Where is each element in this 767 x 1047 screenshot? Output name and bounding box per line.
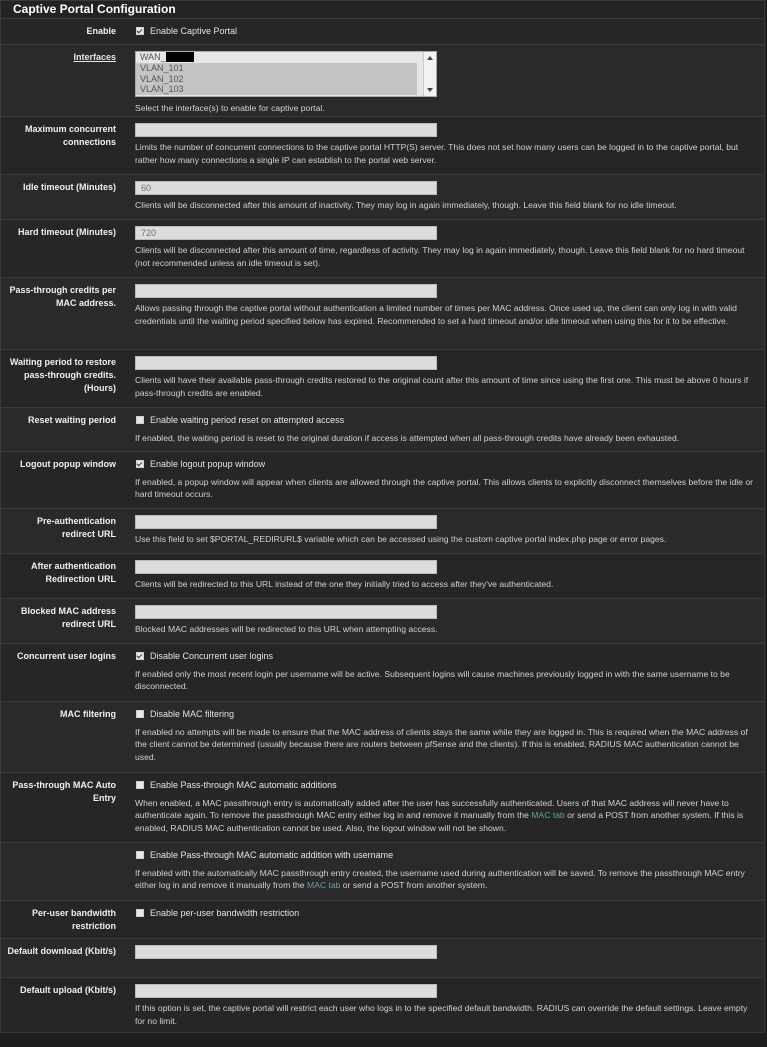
form-body: [1, 19, 764, 1032]
blocked-mac-url-help: Blocked MAC addresses will be redirected to this URL when attempting access.: [135, 624, 438, 634]
peruser-bw-checkbox-label[interactable]: Enable per-user bandwidth restriction: [150, 908, 300, 918]
waiting-period-input[interactable]: [135, 356, 437, 370]
passthru-credits-input[interactable]: [135, 284, 437, 298]
row-mac-filtering: [1, 702, 764, 773]
mac-filtering-help: If enabled no attempts will be made to ensure that the MAC address of clients stays the same while they are logged in. This is required when the MAC address of the client cannot be determined (usually because there are routers between pfSense and the clients). If this is enabled, RADIUS MAC authentication cannot be used.: [135, 726, 748, 762]
interface-option-vlan103[interactable]: VLAN_103: [136, 84, 417, 95]
enable-checkbox-label[interactable]: Enable Captive Portal: [150, 26, 238, 36]
preauth-url-help: Use this field to set $PORTAL_REDIRURL$ variable which can be accessed using the custom captive portal index.php page or error pages.: [135, 534, 667, 544]
default-download-input[interactable]: [135, 945, 437, 959]
idle-timeout-input[interactable]: 60: [135, 181, 437, 195]
reset-waiting-label: Reset waiting period: [27, 415, 116, 425]
passthru-username-checkbox[interactable]: [136, 851, 144, 859]
mac-filtering-checkbox-label[interactable]: Disable MAC filtering: [150, 709, 235, 719]
hard-timeout-label: Hard timeout (Minutes): [18, 227, 116, 237]
passthru-auto-checkbox[interactable]: [136, 781, 144, 789]
passthru-username-label: [1, 843, 126, 900]
row-hard-timeout: [1, 220, 764, 278]
passthru-auto-checkbox-label[interactable]: Enable Pass-through MAC automatic additions: [150, 780, 337, 790]
mac-filtering-checkbox[interactable]: [136, 710, 144, 718]
interfaces-help: Select the interface(s) to enable for captive portal.: [135, 103, 325, 113]
row-interfaces: [1, 45, 764, 117]
default-upload-input[interactable]: [135, 984, 437, 998]
scroll-down-icon[interactable]: [427, 88, 433, 92]
select-scrollbar[interactable]: [423, 52, 436, 96]
row-concurrent-logins: [1, 644, 764, 702]
interfaces-label[interactable]: Interfaces: [73, 52, 116, 62]
row-idle-timeout: [1, 175, 764, 220]
reset-waiting-checkbox-label[interactable]: Enable waiting period reset on attempted access: [150, 415, 345, 425]
idle-timeout-help: Clients will be disconnected after this amount of inactivity. They may log in again immediately, though. Leave this field blank for no idle timeout.: [135, 200, 677, 210]
enable-label: Enable: [86, 26, 116, 36]
redacted-box: [166, 52, 194, 62]
panel-title: Captive Portal Configuration: [1, 1, 764, 19]
concurrent-logins-label: Concurrent user logins: [16, 651, 116, 661]
max-connections-input[interactable]: [135, 123, 437, 137]
blocked-mac-url-input[interactable]: [135, 605, 437, 619]
interfaces-select[interactable]: [135, 51, 437, 97]
row-waiting-period: [1, 350, 764, 408]
peruser-bw-label: Per-user bandwidth restriction: [31, 908, 116, 931]
mac-filtering-label: MAC filtering: [60, 709, 116, 719]
concurrent-logins-checkbox[interactable]: [136, 652, 144, 660]
idle-timeout-label: Idle timeout (Minutes): [23, 182, 116, 192]
after-auth-url-input[interactable]: [135, 560, 437, 574]
passthru-username-help: If enabled with the automatically MAC passthrough entry created, the username used during authentication will be saved. To remove the passthrough MAC entry either log in and remove it manually from the MAC tab or send a POST from another system.: [135, 867, 745, 891]
mac-tab-link-2[interactable]: MAC tab: [306, 880, 341, 891]
after-auth-url-help: Clients will be redirected to this URL instead of the one they initially tried to access after they've authenticated.: [135, 579, 554, 589]
waiting-period-label: Waiting period to restore pass-through credits. (Hours): [9, 357, 116, 393]
peruser-bw-checkbox[interactable]: [136, 909, 144, 917]
waiting-period-help: Clients will have their available pass-through credits restored to the original count after this amount of time since using the first one. This must be above 0 hours if pass-through credits are enabled.: [135, 375, 749, 398]
preauth-url-label: Pre-authentication redirect URL: [36, 516, 116, 539]
default-download-label: Default download (Kbit/s): [7, 946, 116, 956]
hard-timeout-input[interactable]: 720: [135, 226, 437, 240]
concurrent-logins-help: If enabled only the most recent login per username will be active. Subsequent logins will cause machines previously logged in with the same username to be disconnected.: [135, 668, 730, 692]
passthru-auto-label: Pass-through MAC Auto Entry: [12, 780, 116, 803]
logout-popup-label: Logout popup window: [20, 459, 116, 469]
max-connections-label: Maximum concurrent connections: [24, 124, 116, 147]
passthru-credits-help: Allows passing through the captive portal without authentication a limited number of times per MAC address. Once used up, the client can only log in with valid credentials until the waiting period specified below has expired. Recommended to set a hard timeout and/or idle timeout when using this for it to be effective.: [135, 303, 737, 326]
default-upload-help: If this option is set, the captive portal will restrict each user who logs in to the specified default bandwidth. RADIUS can override the default settings. Leave empty for no limit.: [135, 1003, 748, 1026]
interface-option-wan[interactable]: WAN_: [136, 52, 436, 63]
row-passthru-username: [1, 843, 764, 901]
max-connections-help: Limits the number of concurrent connections to the captive portal HTTP(S) server. This does not set how many users can be logged in to the captive portal, but rather how many connections a single IP can establish to the portal web server.: [135, 142, 739, 165]
scroll-up-icon[interactable]: [427, 56, 433, 60]
row-blocked-mac-url: [1, 599, 764, 644]
passthru-credits-label: Pass-through credits per MAC address.: [9, 285, 116, 308]
hard-timeout-help: Clients will be disconnected after this amount of time, regardless of activity. They may log in again immediately, though. Leave this field blank for no hard timeout (not recommended unless an idle timeout is set).: [135, 245, 745, 268]
mac-tab-link[interactable]: MAC tab: [531, 810, 565, 821]
row-logout-popup: [1, 452, 764, 509]
row-passthru-credits: [1, 278, 764, 350]
logout-popup-checkbox-label[interactable]: Enable logout popup window: [150, 459, 266, 469]
row-passthru-auto: [1, 773, 764, 843]
reset-waiting-help: If enabled, the waiting period is reset to the original duration if access is attempted when all pass-through credits have already been exhausted.: [135, 432, 680, 443]
interface-option-vlan101[interactable]: VLAN_101: [136, 63, 417, 74]
row-after-auth-url: [1, 554, 764, 599]
logout-popup-checkbox[interactable]: [136, 460, 144, 468]
row-preauth-url: [1, 509, 764, 554]
row-default-upload: [1, 978, 764, 1032]
after-auth-url-label: After authentication Redirection URL: [30, 561, 116, 584]
passthru-auto-help: When enabled, a MAC passthrough entry is automatically added after the user has successfully authenticated. Users of that MAC address will never have to authenticate again. To remove the passthrough MAC entry either log in and remove it manually from the MAC tab or send a POST from another system. If this is enabled, RADIUS MAC authentication cannot be used. Also, the logout window will not be shown.: [135, 797, 744, 833]
enable-checkbox[interactable]: [136, 27, 144, 35]
interface-option-vlan102[interactable]: VLAN_102: [136, 74, 417, 85]
row-default-download: [1, 939, 764, 978]
concurrent-logins-checkbox-label[interactable]: Disable Concurrent user logins: [150, 651, 274, 661]
row-enable: [1, 19, 764, 45]
row-peruser-bw: [1, 901, 764, 939]
passthru-username-checkbox-label[interactable]: Enable Pass-through MAC automatic addition with username: [150, 850, 394, 860]
logout-popup-help: If enabled, a popup window will appear when clients are allowed through the captive portal. This allows clients to explicitly disconnect themselves before the idle or hard timeout occurs.: [135, 476, 753, 500]
blocked-mac-url-label: Blocked MAC address redirect URL: [20, 606, 116, 629]
row-reset-waiting: [1, 408, 764, 452]
default-upload-label: Default upload (Kbit/s): [20, 985, 116, 995]
reset-waiting-checkbox[interactable]: [136, 416, 144, 424]
row-max-connections: [1, 117, 764, 175]
preauth-url-input[interactable]: [135, 515, 437, 529]
